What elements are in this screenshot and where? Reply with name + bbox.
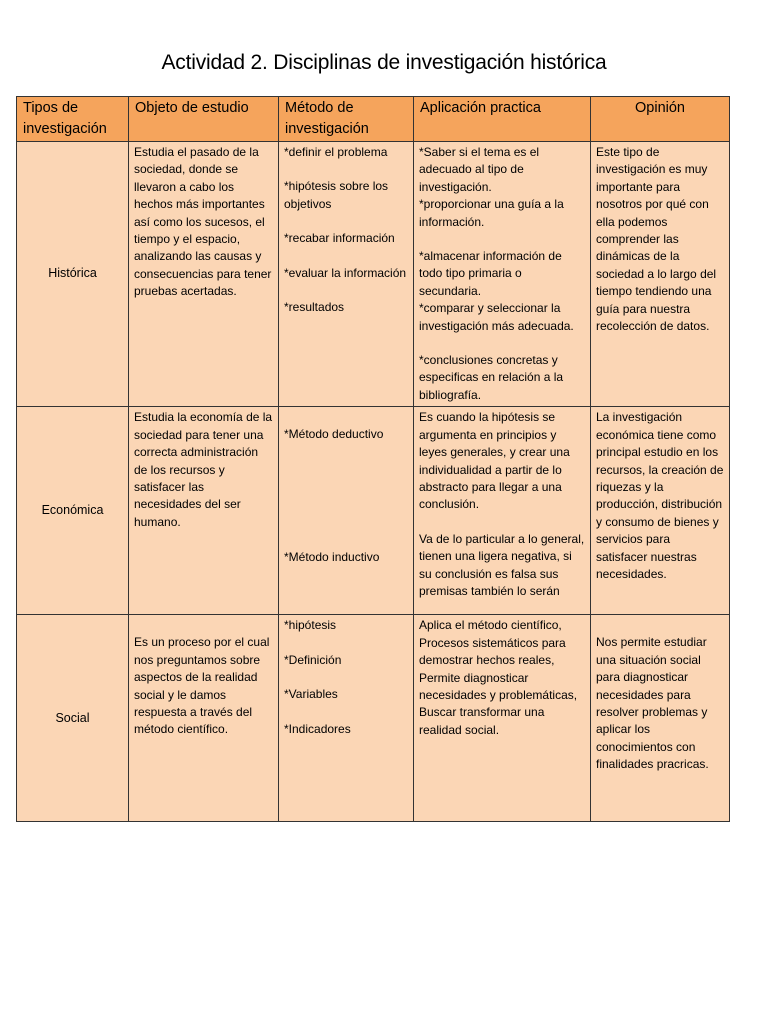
objeto-cell: Estudia la economía de la sociedad para tener una correcta administración de los recursos y satisfacer las necesidades del ser humano. xyxy=(129,407,279,615)
header-opinion: Opinión xyxy=(591,97,730,142)
row-type-label: Histórica xyxy=(17,142,129,407)
aplicacion-paragraph: Es cuando la hipótesis se argumenta en principios y leyes generales, y crear una individualidad a partir de lo abstracto para llegar a una conclusión. xyxy=(419,410,570,512)
opinion-text: Nos permite estudiar una situación social para diagnosticar necesidades para resolver problemas y aplicar los conocimientos con finalidades pracricas. xyxy=(596,635,709,772)
metodo-item: *recabar información xyxy=(284,231,395,246)
metodo-item: *resultados xyxy=(284,300,345,315)
opinion-cell: La investigación económica tiene como principal estudio en los recursos, la creación de riquezas y la producción, distribución y consumo de bienes y servicios para satisfacer nuestras necesidades. xyxy=(591,407,730,615)
table-header-row xyxy=(17,97,730,142)
opinion-cell: Este tipo de investigación es muy importante para nosotros por qué con ella podemos comprender las dinámicas de la sociedad a lo largo del tiempo tendiendo una guía para nuestra recolección de datos. xyxy=(591,142,730,407)
metodo-item: *hipótesis xyxy=(284,618,337,633)
aplicacion-paragraph: *conclusiones concretas y especificas en relación a la bibliografía. xyxy=(419,353,564,402)
objeto-cell xyxy=(129,615,279,822)
metodo-item: *Método deductivo xyxy=(284,427,384,442)
research-table xyxy=(16,96,730,822)
header-metodo: Método de investigación xyxy=(279,97,414,142)
row-type-label: Económica xyxy=(17,407,129,615)
aplicacion-paragraph: *almacenar información de todo tipo primaria o secundaria. *comparar y seleccionar la investigación más adecuada. xyxy=(419,249,574,333)
metodo-item: *Método inductivo xyxy=(284,549,380,564)
aplicacion-paragraph: Va de lo particular a lo general, tienen una ligera negativa, si su conclusión es falsa sus premisas también lo serán xyxy=(419,531,585,598)
aplicacion-paragraph: *Saber si el tema es el adecuado al tipo de investigación. *proporcionar una guía a la información. xyxy=(419,145,564,229)
objeto-text: Es un proceso por el cual nos preguntamos sobre aspectos de la realidad social y le damos respuesta a través del método científico. xyxy=(134,635,270,737)
metodo-cell xyxy=(279,407,414,615)
metodo-item: *Variables xyxy=(284,687,338,702)
metodo-item: *definir el problema xyxy=(284,145,388,159)
aplicacion-paragraph: Aplica el método científico, Procesos sistemáticos para demostrar hechos reales, Permite diagnosticar necesidades y problemáticas, Buscar transformar una realidad social. xyxy=(419,618,578,737)
page-title: Actividad 2. Disciplinas de investigación histórica xyxy=(161,51,607,74)
header-objeto: Objeto de estudio xyxy=(129,97,279,142)
objeto-cell: Estudia el pasado de la sociedad, donde se llevaron a cabo los hechos más importantes así como los sucesos, el tiempo y el espacio, analizando las causas y consecuencias para tener pruebas acertadas. xyxy=(129,142,279,407)
header-tipos: Tipos de investigación xyxy=(17,97,129,142)
opinion-cell xyxy=(591,615,730,822)
table-row xyxy=(17,407,730,615)
header-aplicacion: Aplicación practica xyxy=(414,97,591,142)
table-row xyxy=(17,142,730,407)
aplicacion-cell xyxy=(414,615,591,822)
metodo-cell xyxy=(279,615,414,822)
metodo-cell xyxy=(279,142,414,407)
metodo-item: *Indicadores xyxy=(284,721,351,736)
metodo-item: *Definición xyxy=(284,652,342,667)
row-type-label: Social xyxy=(17,615,129,822)
table-row xyxy=(17,615,730,822)
metodo-item: *evaluar la información xyxy=(284,265,407,280)
aplicacion-cell xyxy=(414,142,591,407)
aplicacion-cell xyxy=(414,407,591,615)
metodo-item: *hipótesis sobre los objetivos xyxy=(284,179,389,211)
